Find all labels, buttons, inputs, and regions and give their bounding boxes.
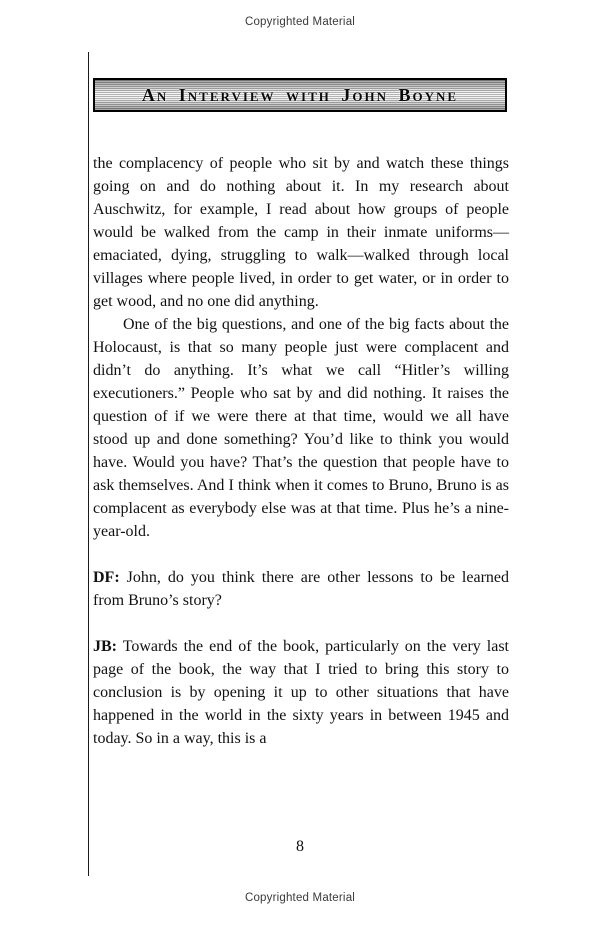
copyright-notice-top: Copyrighted Material: [244, 16, 356, 28]
paragraph-3: [93, 566, 509, 612]
page-edge-line: [88, 52, 89, 876]
paragraph-2: [93, 313, 509, 543]
paragraph-text: Towards the end of the book, particularly on the very last page of the book, the way that I tried to bring this story to conclusion is by opening it up to other situations that have happened in the world in the sixty years in between 1945 and today. So in a way, this is a: [93, 638, 509, 747]
paragraph-text: One of the big questions, and one of the big facts about the Holocaust, is that so many people just were complacent and didn’t do anything. It’s what we call “Hitler’s willing executioners.” People who sat by and did nothing. It raises the question of if we were there at that time, would we all have stood up and done something? You’d like to think you would have. Would you have? That’s the question that people have to ask themselves. And I think when it comes to Bruno, Bruno is as complacent as everybody else was at that time. Plus he’s a nine-year-old.: [93, 316, 509, 540]
body-text: [93, 152, 509, 750]
speaker-label-df: DF:: [93, 569, 120, 586]
page-title: An Interview with John Boyne: [141, 84, 459, 105]
paragraph-text: John, do you think there are other lessons to be learned from Bruno’s story?: [93, 569, 509, 609]
section-header: [93, 78, 507, 112]
speaker-label-jb: JB:: [93, 638, 117, 655]
paragraph-text: the complacency of people who sit by and watch these things going on and do nothing about it. In my research about Auschwitz, for example, I read about how groups of people would be walked from the camp in their inmate uniforms—emaciated, dying, struggling to walk—walked through local villages where people lived, in order to get water, or in order to get wood, and no one did anything.: [93, 155, 509, 310]
page-number: 8: [296, 838, 304, 855]
copyright-notice-bottom: Copyrighted Material: [244, 892, 356, 904]
paragraph-1: [93, 152, 509, 313]
paragraph-4: [93, 635, 509, 750]
